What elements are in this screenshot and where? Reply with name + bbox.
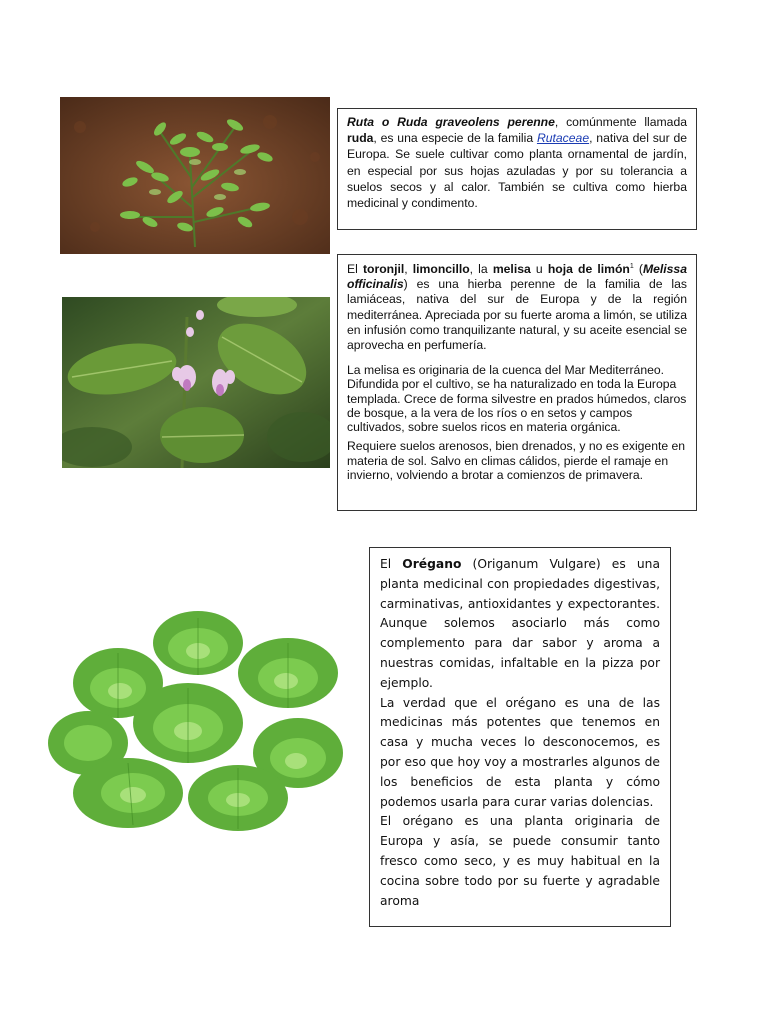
oregano-name: Orégano (402, 557, 462, 571)
melisa-name-hoja-de-limon: hoja de limón (547, 262, 630, 277)
melisa-paragraph-3: Requiere suelos arenosos, bien drenados, y no es exigente en materia de sol. Salvo en climas cálidos, pierde el ramaje en invierno, volviendo a brotar a comienzos de primavera. (347, 439, 686, 482)
ruta-scientific-name: Ruta o Ruda graveolens perenne (347, 115, 555, 129)
melisa-name-melisa: melisa (492, 262, 531, 277)
melisa-photo (62, 297, 330, 468)
melisa-scientific-name: Melissa officinalis (347, 262, 687, 292)
melisa-paragraph-2: La melisa es originaria de la cuenca del Mar Mediterráneo. Difundida por el cultivo, se ha naturalizado en toda la Europa templada. Crece de forma silvestre en prados húmedos, claros de bosque, a la vera de los ríos o en setos y campos cultivados, sobre suelos ricos en materia orgánica. (347, 363, 687, 435)
rutaceae-link[interactable]: Rutaceae (536, 131, 590, 146)
oregano-description-box (369, 547, 671, 927)
melisa-paragraph-1: El toronjil, limoncillo, la melisa u hoja de limón$^1$ (Melissa officinalis) es una hierba perenne de la familia de las lamiáceas, nativa del sur de Europa y de la región mediterránea. Apreciada por su fuerte aroma a limón, se utiliza en infusión como tranquilizante natural, y su aceite esencial se aprovecha en perfumería. (347, 262, 687, 353)
melisa-description-box (337, 254, 697, 511)
oregano-paragraph-1: El Orégano (Origanum Vulgare) es una planta medicinal con propiedades digestivas, carminativas, antioxidantes y expectorantes. Aunque solemos asociarlo más como complemento para dar sabor y aroma a nuestras comidas, infaltable en la pizza por ejemplo. (380, 557, 660, 690)
ruta-photo (60, 97, 330, 254)
ruta-paragraph: Ruta o Ruda graveolens perenne, comúnmente llamada ruda, es una especie de la familia Rutaceae, nativa del sur de Europa. Se suele cultivar como planta ornamental de jardín, en especial por sus hojas azuladas y por su tolerancia a suelos secos y al calor. También se cultiva como hierba medicinal y condimento. (347, 115, 687, 211)
melisa-name-toronjil: toronjil (362, 262, 405, 277)
oregano-paragraph-2: La verdad que el orégano es una de las medicinas más potentes que tenemos en casa y mucha veces lo desconocemos, es por eso que hoy voy a mostrarles algunos de los beneficios de esta planta y cómo podemos usarla para curar varias dolencias. (380, 695, 660, 809)
footnote-marker: 1 (629, 263, 634, 270)
ruta-common-name: ruda (347, 131, 374, 146)
oregano-photo (48, 603, 348, 838)
melisa-name-limoncillo: limoncillo (412, 262, 470, 277)
ruta-description-box (337, 108, 697, 230)
oregano-paragraph-3: El orégano es una planta originaria de Europa y asía, se puede consumir tanto fresco como seco, y es muy habitual en la cocina sobre todo por su fuerte y agradable aroma (380, 814, 660, 908)
